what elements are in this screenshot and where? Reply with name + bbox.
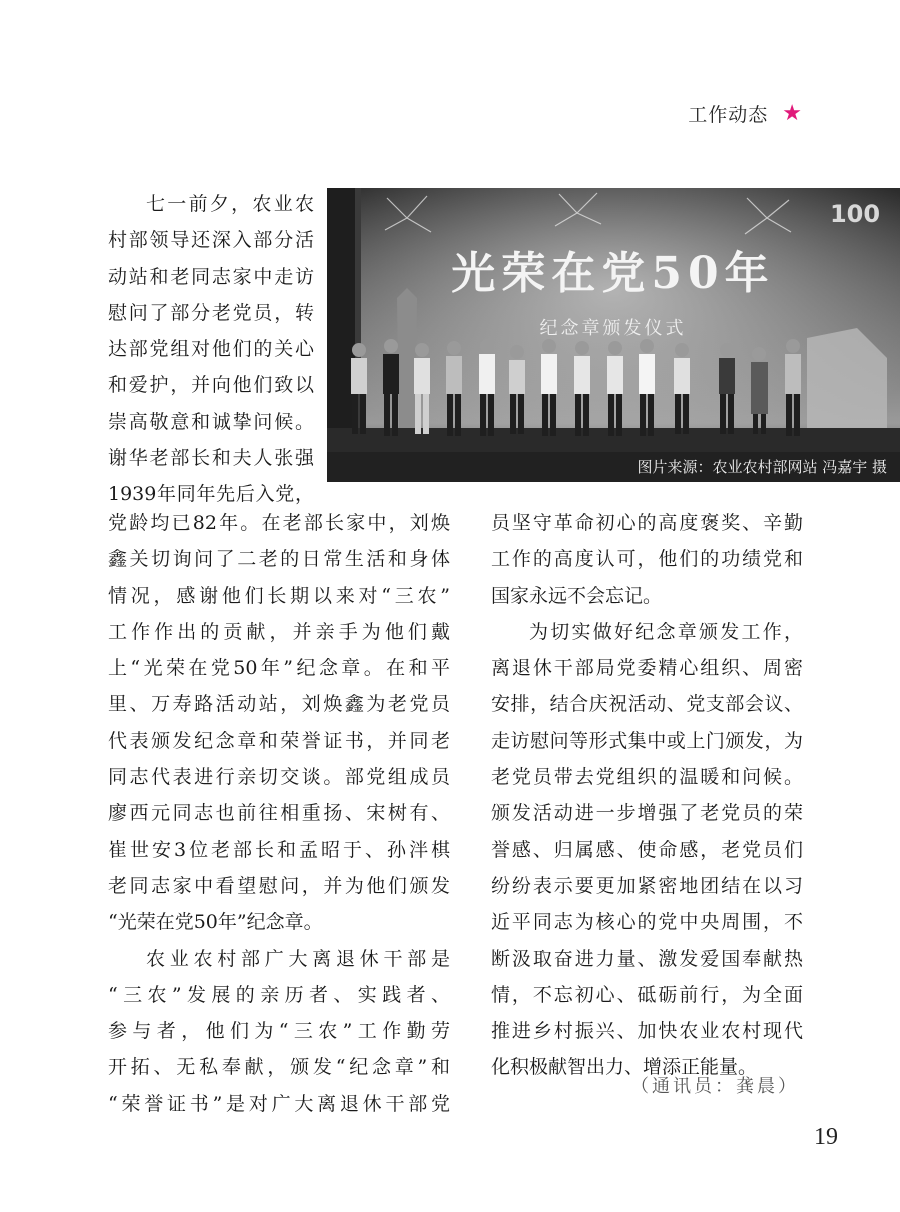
text-line: 纷纷表示要更加紧密地团结在以习 [491, 874, 803, 897]
text-line: 动站和老同志家中走访 [108, 265, 314, 288]
text-line: 誉感、归属感、使命感，老党员们 [491, 838, 803, 861]
text-line: 崇高敬意和诚挚问候。 [108, 410, 314, 433]
text-line: 走访慰问等形式集中或上门颁发，为 [491, 729, 803, 752]
text-line: 鑫关切询问了二老的日常生活和身体 [108, 548, 450, 571]
text-line: 七一前夕，农业农 [146, 193, 314, 215]
text-column-1 [108, 186, 314, 513]
text-line: 开拓、无私奉献，颁发“纪念章”和 [108, 1056, 450, 1079]
text-line: 慰问了部分老党员，转 [108, 301, 314, 324]
text-line: 近平同志为核心的党中央周围，不 [491, 911, 803, 934]
text-line: 老同志家中看望慰问，并为他们颁发 [108, 874, 450, 897]
text-line: 廖西元同志也前往相重扬、宋树有、 [108, 802, 450, 825]
text-line: 工作的高度认可，他们的功绩党和 [491, 548, 803, 571]
text-line: 谢华老部长和夫人张强 [108, 447, 314, 470]
text-line: 国家永远不会忘记。 [491, 584, 663, 607]
text-line: “三农”发展的亲历者、实践者、 [108, 983, 450, 1006]
star-icon: ★ [782, 100, 802, 126]
page-header [688, 100, 802, 127]
text-line: 崔世安3位老部长和孟昭于、孙泮棋 [108, 838, 450, 861]
text-line: 化积极献智出力、增添正能量。 [491, 1056, 758, 1079]
text-line: 离退休干部局党委精心组织、周密 [491, 657, 803, 680]
photo-subtitle: 纪念章颁发仪式 [539, 318, 687, 339]
text-line: 里、万寿路活动站，刘焕鑫为老党员 [108, 693, 450, 716]
text-line: 同志代表进行亲切交谈。部党组成员 [108, 766, 450, 789]
text-line: 上“光荣在党50年”纪念章。在和平 [108, 657, 450, 680]
text-line: 和爱护，并向他们致以 [108, 374, 314, 397]
text-line: 村部领导还深入部分活 [108, 229, 314, 252]
text-line: 安排，结合庆祝活动、党支部会议、 [491, 693, 803, 716]
text-line: 员坚守革命初心的高度褒奖、辛勤 [491, 512, 803, 534]
text-line: 党龄均已82年。在老部长家中，刘焕 [108, 512, 450, 534]
text-line: 老党员带去党组织的温暖和问候。 [491, 766, 803, 789]
photo-title: 光荣在党50年 [451, 248, 775, 299]
ceremony-photo [327, 188, 900, 482]
text-line: 工作作出的贡献，并亲手为他们戴 [108, 620, 450, 643]
text-line: 农业农村部广大离退休干部是 [146, 947, 450, 970]
author-credit: （通讯员：龚晨） [631, 1076, 799, 1097]
text-line: 代表颁发纪念章和荣誉证书，并同老 [108, 729, 450, 752]
text-line: 为切实做好纪念章颁发工作， [529, 620, 803, 643]
text-column-3 [491, 505, 803, 1086]
page-number: 19 [814, 1124, 838, 1150]
anniversary-logo: 100 [829, 200, 881, 228]
text-line: 情况，感谢他们长期以来对“三农” [108, 584, 450, 607]
text-line: 颁发活动进一步增强了老党员的荣 [491, 802, 803, 825]
text-line: “荣誉证书”是对广大离退休干部党 [108, 1092, 450, 1115]
text-line: 推进乡村振兴、加快农业农村现代 [491, 1020, 803, 1043]
text-line: 参与者，他们为“三农”工作勤劳 [108, 1020, 450, 1043]
text-line: 达部党组对他们的关心 [108, 338, 314, 361]
text-line: 情，不忘初心、砥砺前行，为全面 [491, 983, 803, 1006]
text-line: “光荣在党50年”纪念章。 [108, 911, 323, 934]
text-column-2 [108, 505, 450, 1122]
text-line: 断汲取奋进力量、激发爱国奉献热 [491, 947, 803, 970]
section-title: 工作动态 [688, 104, 769, 126]
photo-caption: 图片来源：农业农村部网站 冯嘉宇 摄 [637, 458, 887, 476]
text-line: 1939年同年先后入党， [108, 483, 314, 506]
